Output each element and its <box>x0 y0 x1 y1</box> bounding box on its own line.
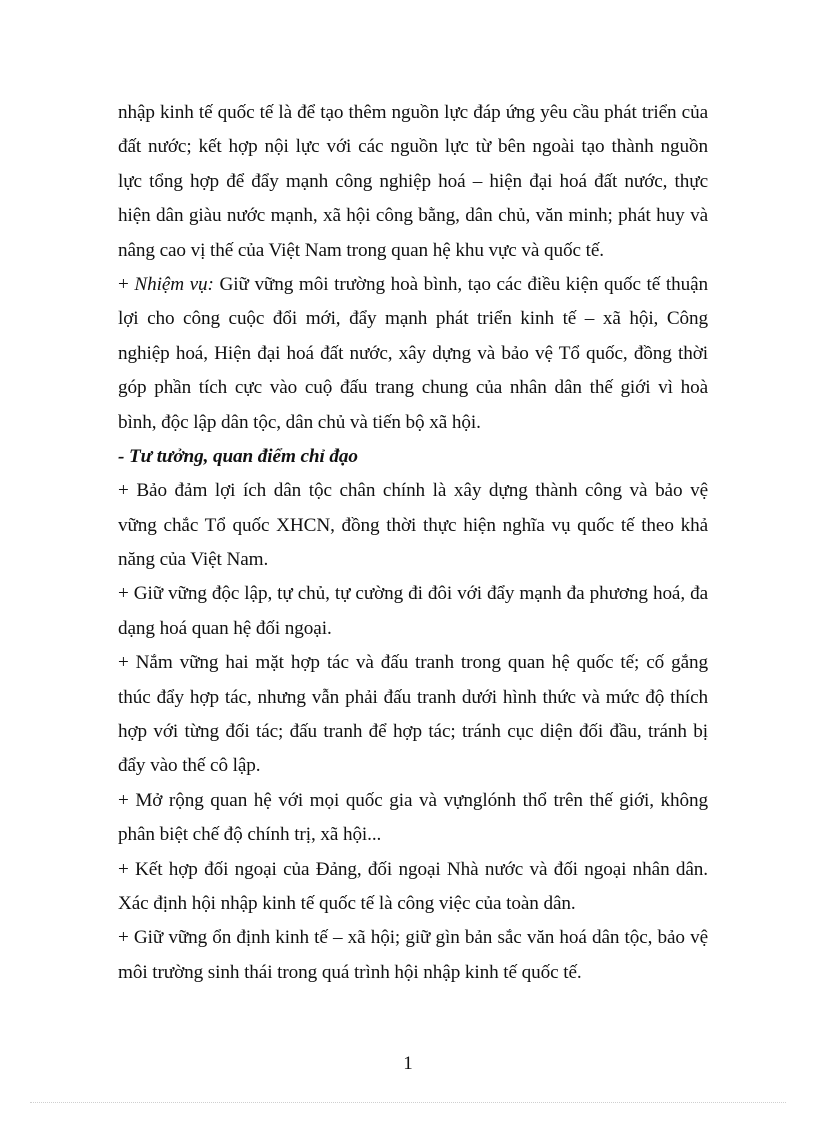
text-line <box>118 268 708 302</box>
text-line: nâng cao vị thế của Việt Nam trong quan hệ khu vực và quốc tế. <box>118 239 604 261</box>
document-body <box>118 96 708 990</box>
text-line: nhập kinh tế quốc tế là để tạo thêm nguồn lực đáp ứng yêu cầu phát triển của <box>118 102 708 123</box>
text-line: bình, độc lập dân tộc, dân chủ và tiến bộ xã hội. <box>118 411 481 433</box>
paragraph-goals <box>118 96 708 268</box>
section-heading: - Tư tưởng, quan điểm chỉ đạo <box>118 445 358 467</box>
text-line: + Giữ vững ổn định kinh tế – xã hội; giữ gìn bản sắc văn hoá dân tộc, bảo vệ <box>118 927 708 949</box>
text-line: hiện dân giàu nước mạnh, xã hội công bằng, dân chủ, văn minh; phát huy và <box>118 205 708 227</box>
text-line: phân biệt chế độ chính trị, xã hội... <box>118 824 382 846</box>
text-line: lợi cho công cuộc đổi mới, đẩy mạnh phát triển kinh tế – xã hội, Công <box>118 308 708 330</box>
text-line: năng của Việt Nam. <box>118 549 269 571</box>
list-item <box>118 921 708 990</box>
text-line: đất nước; kết hợp nội lực với các nguồn lực từ bên ngoài tạo thành nguồn <box>118 136 708 158</box>
list-item <box>118 853 708 922</box>
text-line: + Mở rộng quan hệ với mọi quốc gia và vựnglónh thổ trên thế giới, không <box>118 789 708 811</box>
text-line: + Kết hợp đối ngoại của Đảng, đối ngoại Nhà nước và đối ngoại nhân dân. <box>118 858 708 880</box>
text-fragment: Giữ vững môi trường hoà bình, tạo các điều kiện quốc tế thuận <box>213 273 708 295</box>
text-line: Xác định hội nhập kinh tế quốc tế là công việc của toàn dân. <box>118 892 576 914</box>
text-line: + Giữ vững độc lập, tự chủ, tự cường đi đôi với đẩy mạnh đa phương hoá, đa <box>118 583 708 605</box>
paragraph-nhiem-vu <box>118 268 708 440</box>
text-line: lực tổng hợp để đẩy mạnh công nghiệp hoá – hiện đại hoá đất nước, thực <box>118 170 708 192</box>
text-line: vững chắc Tổ quốc XHCN, đồng thời thực hiện nghĩa vụ quốc tế theo khả <box>118 514 708 536</box>
list-item <box>118 577 708 646</box>
list-item <box>118 646 708 784</box>
point-list <box>118 474 708 990</box>
text-line: dạng hoá quan hệ đối ngoại. <box>118 617 332 639</box>
bullet-prefix: + <box>118 273 135 295</box>
text-line: hợp với từng đối tác; đấu tranh để hợp tác; tránh cục diện đối đầu, tránh bị <box>118 721 708 743</box>
text-line: góp phần tích cực vào cuộ đấu trang chung của nhân dân thế giới vì hoà <box>118 377 708 399</box>
text-line: + Bảo đảm lợi ích dân tộc chân chính là xây dựng thành công và bảo vệ <box>118 480 708 502</box>
page-bottom-divider <box>30 1102 786 1103</box>
text-line: + Nắm vững hai mặt hợp tác và đấu tranh trong quan hệ quốc tế; cố gắng <box>118 652 708 674</box>
list-item <box>118 784 708 853</box>
text-line: môi trường sinh thái trong quá trình hội nhập kinh tế quốc tế. <box>118 961 582 983</box>
list-item <box>118 474 708 577</box>
text-line: thúc đẩy hợp tác, nhưng vẫn phải đấu tranh dưới hình thức và mức độ thích <box>118 686 708 708</box>
nhiem-vu-label: Nhiệm vụ: <box>134 273 214 295</box>
text-line: nghiệp hoá, Hiện đại hoá đất nước, xây dựng và bảo vệ Tổ quốc, đồng thời <box>118 342 708 364</box>
text-line: đẩy vào thế cô lập. <box>118 755 261 777</box>
page-number: 1 <box>403 1053 413 1074</box>
